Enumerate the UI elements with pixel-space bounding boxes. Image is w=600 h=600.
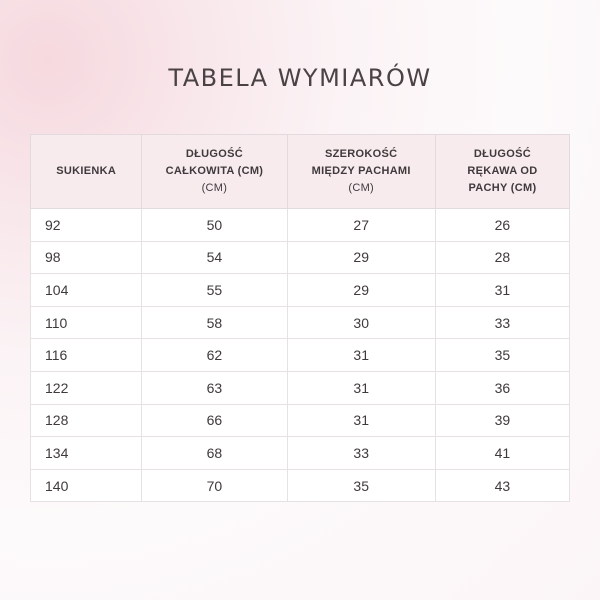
table-row [31,306,570,339]
table-cell: 28 [435,241,569,274]
table-cell: 68 [142,437,287,470]
table-row [31,437,570,470]
table-cell: 43 [435,469,569,502]
header-cell-total-length [142,135,287,209]
table-row [31,339,570,372]
table-cell: 55 [142,274,287,307]
table-cell: 33 [287,437,435,470]
table-cell: 29 [287,241,435,274]
header-text: DŁUGOŚĆ [473,148,531,160]
table-cell: 26 [435,209,569,242]
table-cell: 31 [287,371,435,404]
table-cell: 31 [287,339,435,372]
table-cell: 140 [31,469,142,502]
table-row [31,241,570,274]
header-text: CAŁKOWITA (CM) [165,165,264,177]
table-cell: 66 [142,404,287,437]
table-cell: 54 [142,241,287,274]
table-cell: 122 [31,371,142,404]
table-cell: 110 [31,306,142,339]
header-cell-dress-size [31,135,142,209]
table-cell: 41 [435,437,569,470]
table-header-row [31,135,570,209]
table-cell: 98 [31,241,142,274]
table-row [31,209,570,242]
table-row [31,274,570,307]
header-text: (CM) [348,182,375,194]
table-cell: 58 [142,306,287,339]
size-chart-table [30,134,570,502]
page-title: TABELA WYMIARÓW [168,64,432,92]
table-row [31,404,570,437]
table-cell: 35 [435,339,569,372]
table-cell: 33 [435,306,569,339]
header-text: DŁUGOŚĆ [185,148,243,160]
table-cell: 30 [287,306,435,339]
header-text: SZEROKOŚĆ [325,148,398,160]
table-cell: 116 [31,339,142,372]
table-cell: 36 [435,371,569,404]
table-cell: 128 [31,404,142,437]
table-cell: 92 [31,209,142,242]
table-cell: 50 [142,209,287,242]
table-row [31,371,570,404]
table-cell: 134 [31,437,142,470]
header-text: PACHY (CM) [468,182,537,194]
header-text: RĘKAWA OD [467,165,538,177]
table-cell: 104 [31,274,142,307]
table-cell: 27 [287,209,435,242]
header-text: MIĘDZY PACHAMI [311,165,411,177]
table-cell: 35 [287,469,435,502]
header-cell-armpit-width [287,135,435,209]
header-text: SUKIENKA [56,165,117,177]
table-cell: 31 [287,404,435,437]
header-cell-sleeve-length [435,135,569,209]
table-cell: 39 [435,404,569,437]
table-cell: 70 [142,469,287,502]
table-cell: 29 [287,274,435,307]
table-row [31,469,570,502]
table-cell: 31 [435,274,569,307]
header-text: (CM) [201,182,228,194]
table-cell: 62 [142,339,287,372]
table-cell: 63 [142,371,287,404]
